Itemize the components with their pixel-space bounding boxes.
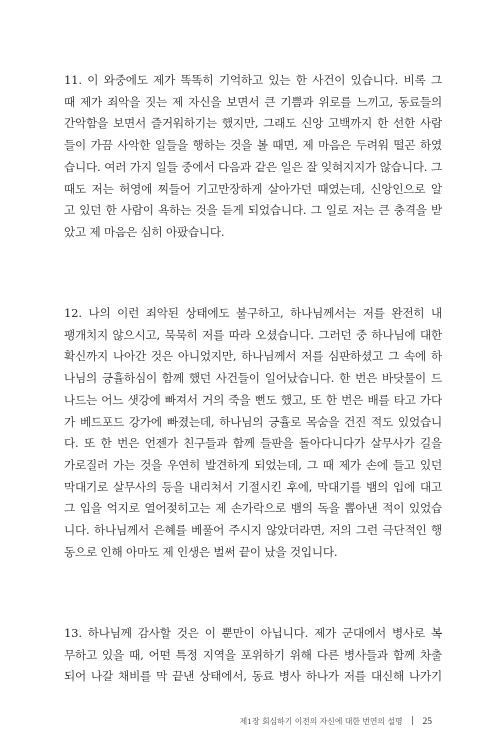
text-line: 다. 또 한 번은 언젠가 친구들과 함께 들판을 돌아다니다가 살무사가 길을 (64, 436, 442, 451)
footer-chapter: 제1장 (239, 717, 260, 726)
footer-divider (412, 716, 413, 725)
text-line: 되어 나갈 채비를 막 끝낸 상태에서, 동료 병사 하나가 저를 대신해 나가기 (64, 669, 442, 684)
text-line: 때도 저는 허영에 찌들어 기고만장하게 살아가던 때였는데, 신앙인으로 알 (64, 181, 442, 196)
page-number: 25 (422, 717, 432, 727)
text-line: 습니다. 여러 가지 일들 중에서 다음과 같은 일은 잘 잊혀지지가 않습니다. 그 (64, 159, 442, 174)
text-line: 11. 이 와중에도 제가 똑똑히 기억하고 있는 한 사건이 있습니다. 비록 그 (64, 73, 442, 87)
footer-title: 회심하기 이전의 자신에 대한 번연의 설명 (262, 717, 403, 726)
paragraph-12 (64, 303, 442, 563)
text-line: 간악함을 보면서 즐거워하기는 했지만, 그래도 신앙 고백까지 한 선한 사람 (64, 116, 442, 131)
text-line: 13. 하나님께 감사할 것은 이 뿐만이 아닙니다. 제가 군대에서 병사로 복 (64, 626, 442, 640)
paragraph-13 (64, 623, 442, 688)
text-line: 았고 제 마음은 심히 아팠습니다. (64, 224, 225, 239)
text-line: 그 입을 억지로 열어젖히고는 제 손가락으로 뱀의 독을 뽑아낸 적이 있었습 (64, 501, 442, 516)
text-line: 니다. 하나님께서 은혜를 베풀어 주시지 않았더라면, 저의 그런 극단적인 행 (64, 523, 442, 538)
text-line: 가로질러 가는 것을 우연히 발견하게 되었는데, 그 때 제가 손에 들고 있던 (64, 457, 442, 472)
text-line: 확신까지 나아간 것은 아니었지만, 하나님께서 저를 심판하셨고 그 속에 하 (64, 349, 442, 364)
text-line: 때 제가 죄악을 짓는 제 자신을 보면서 큰 기쁨과 위로를 느끼고, 동료들의 (64, 94, 442, 109)
text-line: 가 베드포드 강가에 빠졌는데, 하나님의 긍휼로 목숨을 건진 적도 있었습니 (64, 414, 442, 429)
text-line: 팽개치지 않으시고, 묵묵히 저를 따라 오셨습니다. 그러던 중 하나님에 대한 (64, 327, 442, 342)
paragraph-11 (64, 70, 442, 244)
text-line: 무하고 있을 때, 어떤 특정 지역을 포위하기 위해 다른 병사들과 함께 차출 (64, 647, 442, 662)
text-line: 고 있던 한 사람이 욕하는 것을 듣게 되었습니다. 그 일로 저는 큰 충격을 받 (64, 203, 442, 218)
text-line: 나님의 긍휼하심이 함께 했던 사건들이 일어났습니다. 한 번은 바닷물이 드 (64, 371, 442, 386)
text-line: 막대기로 살무사의 등을 내리쳐서 기절시킨 후에, 막대기를 뱀의 입에 대고 (64, 479, 442, 494)
text-line: 나드는 어느 샛강에 빠져서 거의 죽을 뻔도 했고, 또 한 번은 배를 타고 가다 (64, 392, 442, 407)
running-footer (240, 716, 432, 727)
text-line: 들이 가끔 사악한 일들을 행하는 것을 볼 때면, 제 마음은 두려워 떨곤 하였 (64, 138, 442, 153)
text-line: 동으로 인해 아마도 제 인생은 벌써 끝이 났을 것입니다. (64, 544, 338, 559)
text-line: 12. 나의 이런 죄악된 상태에도 불구하고, 하나님께서는 저를 완전히 내 (64, 306, 442, 320)
